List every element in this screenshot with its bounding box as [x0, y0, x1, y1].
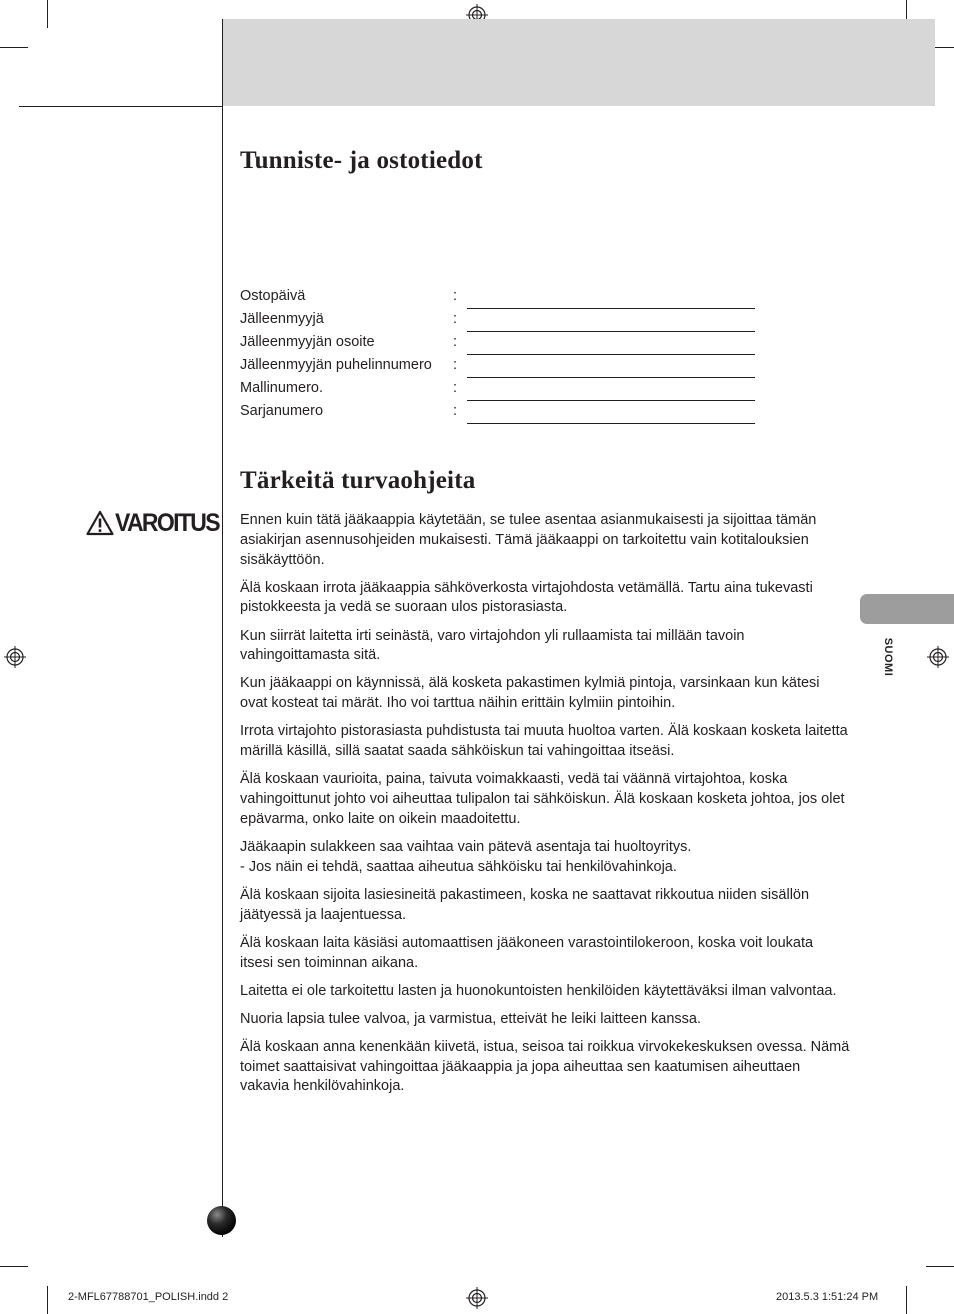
form-label: Mallinumero. — [240, 380, 323, 396]
safety-title: Tärkeitä turvaohjeita — [240, 467, 476, 494]
form-colon: : — [453, 288, 458, 304]
footer-timestamp: 2013.5.3 1:51:24 PM — [776, 1291, 879, 1303]
form-label: Jälleenmyyjän osoite — [240, 334, 375, 350]
registration-mark-icon — [4, 646, 26, 668]
safety-paragraph: Älä koskaan sijoita lasiesineitä pakastimeen, koska ne saattavat rikkoutua niiden sisällön jäätyessä ja laajentuessa. — [240, 886, 810, 923]
safety-paragraph: Laitetta ei ole tarkoitettu lasten ja huonokuntoisten henkilöiden käytettäväksi ilman valvontaa. — [240, 982, 837, 999]
header-rule — [19, 106, 222, 107]
margin-rule — [222, 19, 223, 1237]
crop-mark — [0, 47, 28, 48]
header-band — [223, 19, 935, 106]
crop-mark — [47, 0, 48, 28]
identification-title: Tunniste- ja ostotiedot — [240, 147, 483, 174]
safety-paragraph: Älä koskaan anna kenenkään kiivetä, istua, seisoa tai roikkua virvokekeskuksen ovessa. Nämä toimet saattaisivat vahingoittaa jääkaappia ja jopa aiheuttaa sen kaatumisen aiheuttaen vakavia henkilövahinkoja. — [240, 1038, 850, 1095]
form-label: Jälleenmyyjä — [240, 311, 324, 327]
warning-label: VAROITUS — [115, 508, 219, 537]
crop-mark — [906, 1286, 907, 1314]
warning-triangle-icon — [86, 510, 114, 536]
form-row-dealer — [240, 309, 760, 332]
form-row-dealer-address — [240, 332, 760, 355]
fuse-consequence: - Jos näin ei tehdä, saattaa aiheutua sähköisku tai henkilövahinkoja. — [240, 858, 677, 875]
form-row-model-number — [240, 378, 760, 401]
form-colon: : — [453, 311, 458, 327]
safety-paragraph: Ennen kuin tätä jääkaappia käytetään, se tulee asentaa asianmukaisesti ja sijoittaa tämän asiakirjan asennusohjeiden mukaisesti. Tämä jääkaappi on tarkoitettu vain kotitalouksien sisäkäyttöön. — [240, 512, 817, 568]
safety-paragraph: Älä koskaan vaurioita, paina, taivuta voimakkaasti, vedä tai väännä virtajohtoa, koska vahingoittunut johto voi aiheuttaa tulipalon tai sähköiskun. Älä koskaan kosketa johtoa, jos olet epävarma, onko laite on oikein maadoitettu. — [240, 771, 845, 827]
form-row-serial-number — [240, 401, 760, 424]
form-label: Ostopäivä — [240, 288, 306, 304]
form-row-purchase-date — [240, 286, 760, 309]
crop-mark — [47, 1286, 48, 1314]
form-colon: : — [453, 357, 458, 373]
safety-paragraph: Kun jääkaappi on käynnissä, älä kosketa pakastimen kylmiä pintoja, varsinkaan kun kätesi ovat kosteat tai märät. Iho voi tarttua näihin erittäin kylmiin pintoihin. — [240, 675, 820, 712]
safety-paragraph — [240, 838, 850, 878]
purchase-info-form — [240, 286, 760, 424]
form-colon: : — [453, 334, 458, 350]
safety-paragraph: Irrota virtajohto pistorasiasta puhdistusta tai muuta huoltoa varten. Älä koskaan kosketa laitetta märillä käsillä, sillä saatat saada sähköiskun tai vahingoittaa itseäsi. — [240, 723, 848, 760]
fill-in-line — [467, 423, 755, 424]
safety-paragraph: Nuoria lapsia tulee valvoa, ja varmistua, etteivät he leiki laitteen kanssa. — [240, 1010, 702, 1027]
registration-mark-icon — [466, 1287, 488, 1309]
form-row-dealer-phone — [240, 355, 760, 378]
page-marker-ball — [207, 1206, 236, 1235]
form-colon: : — [453, 380, 458, 396]
fuse-sentence: Jääkaapin sulakkeen saa vaihtaa vain pätevä asentaja tai huoltoyritys. — [240, 838, 692, 855]
crop-mark — [926, 1266, 954, 1267]
form-colon: : — [453, 403, 458, 419]
registration-mark-icon — [927, 646, 949, 668]
language-label: SUOMI — [882, 637, 894, 677]
crop-mark — [0, 1266, 28, 1267]
safety-paragraph: Kun siirrät laitetta irti seinästä, varo virtajohdon yli rullaamista tai millään tavoin vahingoittamasta sitä. — [240, 627, 745, 664]
form-label: Jälleenmyyjän puhelinnumero — [240, 357, 432, 373]
safety-text — [240, 511, 850, 1105]
warning-badge — [86, 508, 228, 538]
language-tab — [860, 594, 954, 624]
safety-paragraph: Älä koskaan irrota jääkaappia sähköverkosta virtajohdosta vetämällä. Tartu aina tukevasti pistokkeesta ja vedä se suoraan ulos pistorasiasta. — [240, 579, 813, 616]
safety-paragraph: Älä koskaan laita käsiäsi automaattisen jääkoneen varastointilokeroon, koska voit loukata itsesi sen toiminnan aikana. — [240, 934, 814, 971]
footer-file-name: 2-MFL67788701_POLISH.indd 2 — [68, 1291, 229, 1303]
form-label: Sarjanumero — [240, 403, 324, 419]
